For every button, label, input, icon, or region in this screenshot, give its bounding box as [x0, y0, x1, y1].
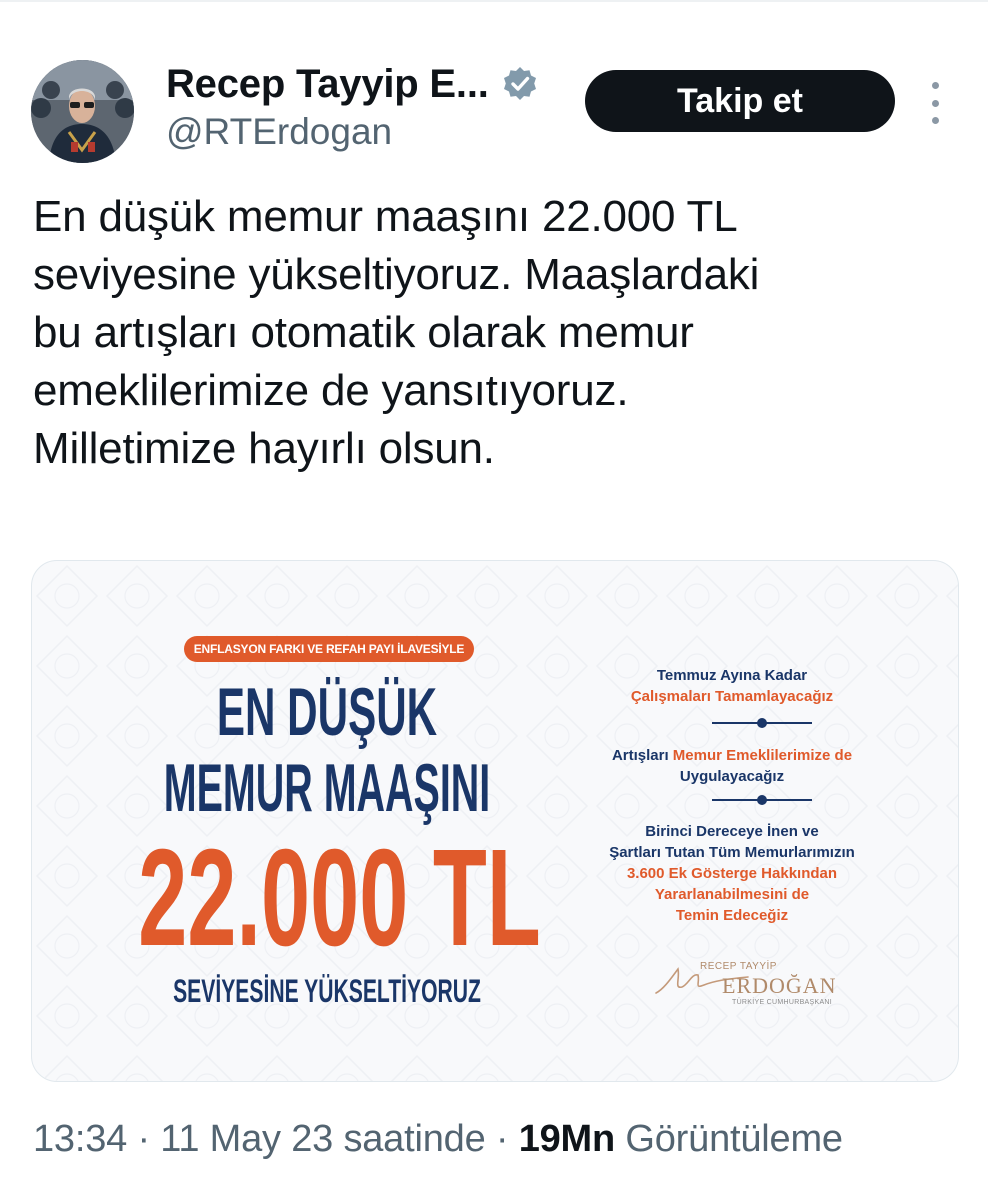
divider	[712, 722, 812, 724]
separator: ·	[485, 1118, 519, 1160]
top-divider	[0, 0, 988, 2]
separator: ·	[127, 1118, 161, 1160]
tweet-line: seviyesine yükseltiyoruz. Maaşlardaki	[33, 250, 760, 299]
dot	[932, 117, 939, 124]
tweet-line: emeklilerimize de yansıtıyoruz.	[33, 366, 629, 415]
point-text: Yararlanabilmesini de	[654, 886, 810, 903]
tweet-date[interactable]: 11 May 23 saatinde	[160, 1118, 486, 1160]
subline-text: SEVİYESİNE YÜKSELTİYORUZ	[173, 973, 481, 1009]
point-highlight: Memur Emeklilerimize de	[672, 747, 853, 764]
tweet-line: Milletimize hayırlı olsun.	[33, 424, 495, 473]
divider-dot	[757, 795, 767, 805]
point-1	[572, 665, 892, 707]
point-text: Şartları Tutan Tüm Memurlarımızın	[609, 844, 855, 861]
signature-title: TÜRKİYE CUMHURBAŞKANI	[732, 999, 833, 1006]
point-2	[572, 745, 892, 787]
headline-line-2	[32, 750, 622, 826]
tweet-line: bu artışları otomatik olarak memur	[33, 308, 694, 357]
headline-line-1	[32, 674, 622, 750]
point-text: Temmuz Ayına Kadar	[656, 667, 808, 684]
tweet-meta	[33, 1118, 843, 1161]
verified-badge-icon[interactable]	[501, 65, 539, 103]
signature-name-small: RECEP TAYYİP	[700, 961, 777, 972]
point-text: Artışları	[611, 747, 673, 764]
point-text: Uygulayacağız	[679, 768, 785, 785]
point-3	[572, 821, 892, 926]
tweet-media-image[interactable]	[31, 560, 959, 1082]
name-row	[166, 58, 539, 110]
user-handle[interactable]: @RTErdogan	[166, 111, 393, 152]
headline-subline	[32, 971, 622, 1011]
avatar-photo	[31, 60, 134, 163]
view-count: 19Mn	[518, 1118, 616, 1160]
tweet-text	[33, 188, 953, 478]
signature-name: ERDOĞAN	[722, 973, 837, 998]
dot	[932, 100, 939, 107]
display-name[interactable]: Recep Tayyip E...	[166, 61, 489, 106]
divider	[712, 799, 812, 801]
more-options-icon[interactable]	[922, 82, 948, 124]
tweet-time[interactable]: 13:34	[33, 1118, 128, 1160]
tweet-line: En düşük memur maaşını 22.000 TL	[33, 192, 738, 241]
divider-dot	[757, 718, 767, 728]
salary-amount	[32, 823, 622, 973]
headline-text: MEMUR MAAŞINI	[163, 750, 491, 826]
dot	[932, 82, 939, 89]
headline-text: EN DÜŞÜK	[216, 674, 438, 750]
point-text: 3.600 Ek Gösterge Hakkından	[626, 865, 838, 882]
follow-button[interactable]: Takip et	[585, 70, 895, 132]
subtitle-pill: ENFLASYON FARKI VE REFAH PAYI İLAVESİYLE	[184, 636, 474, 662]
point-text	[572, 745, 892, 766]
point-text: Çalışmaları Tamamlayacağız	[630, 688, 834, 705]
views-label: Görüntüleme	[615, 1118, 843, 1160]
point-text: Birinci Dereceye İnen ve	[645, 823, 819, 840]
profile-avatar[interactable]	[31, 60, 134, 163]
amount-text: 22.000 TL	[138, 821, 541, 975]
point-text: Temin Edeceğiz	[675, 907, 789, 924]
